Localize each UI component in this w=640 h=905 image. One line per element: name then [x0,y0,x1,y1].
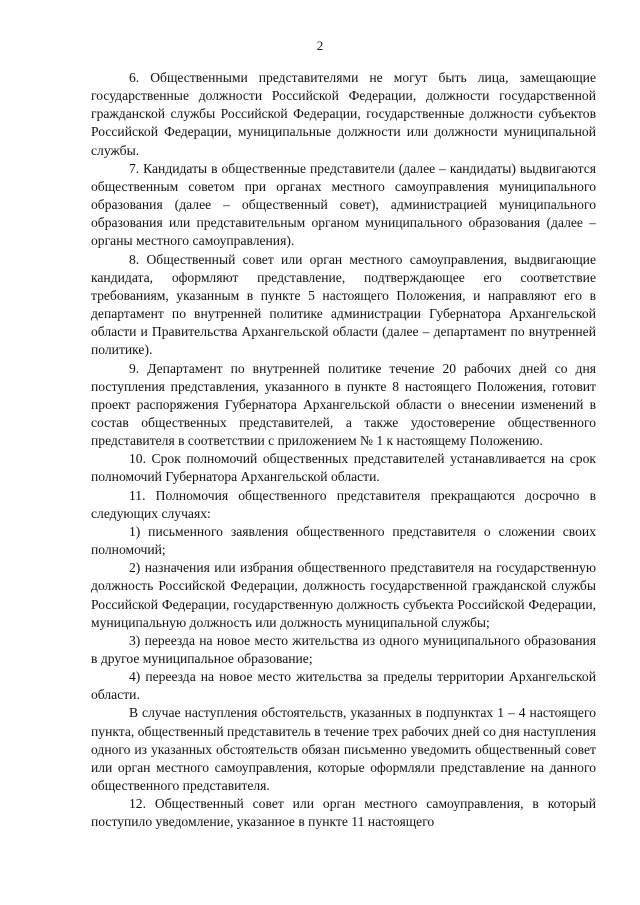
paragraph-9: 9. Департамент по внутренней политике течение 20 рабочих дней со дня поступления представления, указанного в пункте 8 настоящего Положения, готовит проект распоряжения Губернатора Архангельской области о внесении изменений в состав общественных представителей, а также удостоверение общественного представителя в соответствии с приложением № 1 к настоящему Положению. [91,360,596,449]
paragraph-8: 8. Общественный совет или орган местного самоуправления, выдвигающие кандидата, оформляют представление, подтверждающее его соответствие требованиям, указанным в пункте 5 настоящего Положения, и направляют его в департамент по внутренней политике администрации Губернатора Архангельской области и Правительства Архангельской области (далее – департамент по внутренней политике). [91,251,596,358]
document-body [91,69,596,832]
paragraph-10: 10. Срок полномочий общественных представителей устанавливается на срок полномочий Губернатора Архангельской области. [91,451,596,485]
paragraph-11: 11. Полномочия общественного представителя прекращаются досрочно в следующих случаях: [91,487,596,521]
paragraph-11-item-1: 1) письменного заявления общественного представителя о сложении своих полномочий; [91,523,596,558]
paragraph-11-item-2: 2) назначения или избрания общественного представителя на государственную должность Российской Федерации, должность государственной гражданской службы Российской Федерации, государственную должность субъекта Российской Федерации, муниципальную должность или должность муниципальной службы; [91,560,596,630]
paragraph-6: 6. Общественными представителями не могут быть лица, замещающие государственные должности Российской Федерации, должности государственной гражданской службы Российской Федерации, государственные должности субъектов Российской Федерации, муниципальные должности или должности муниципальной службы. [91,70,596,158]
paragraph-11-item-4: 4) переезда на новое место жительства за пределы территории Архангельской области. [91,669,596,703]
paragraph-7: 7. Кандидаты в общественные представители (далее – кандидаты) выдвигаются общественным советом при органах местного самоуправления муниципального образования (далее – общественный совет), администрацией муниципального образования или представительным органом муниципального образования (далее – органы местного самоуправления). [91,160,596,249]
page-number: 2 [316,38,324,53]
paragraph-11-notice: В случае наступления обстоятельств, указанных в подпунктах 1 – 4 настоящего пункта, общественный представитель в течение трех рабочих дней со дня наступления одного из указанных обстоятельств обязан письменно уведомить общественный совет или орган местного самоуправления, которые оформляли представление на данного общественного представителя. [91,705,596,794]
paragraph-11-item-3: 3) переезда на новое место жительства из одного муниципального образования в другое муниципальное образование; [91,632,596,666]
paragraph-12: 12. Общественный совет или орган местного самоуправления, в который поступило уведомление, указанное в пункте 11 настоящего [91,796,596,830]
